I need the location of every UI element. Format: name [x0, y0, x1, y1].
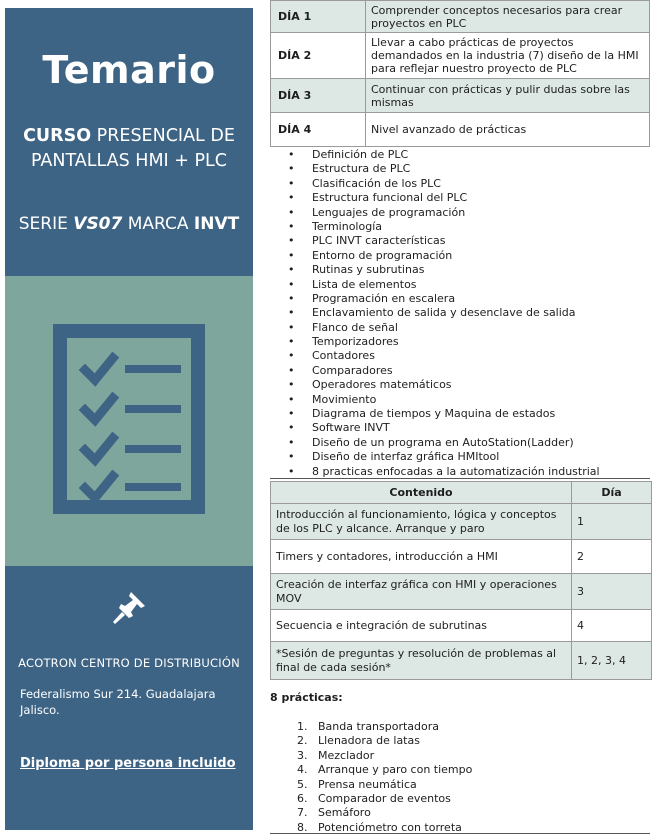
- item-number: 3.: [297, 748, 308, 762]
- practices-list: [270, 720, 472, 835]
- list-item: [270, 720, 472, 734]
- item-number: 8.: [297, 820, 308, 834]
- item-number: 5.: [297, 777, 308, 791]
- list-item: [270, 778, 472, 792]
- table-row: [271, 610, 652, 642]
- day-description: Comprender conceptos necesarios para crear proyectos en PLC: [366, 1, 650, 33]
- divider: [270, 833, 650, 834]
- day-label: DÍA 1: [271, 1, 366, 33]
- serie-prefix: SERIE: [18, 214, 74, 234]
- list-item: • Estructura de PLC: [270, 162, 650, 176]
- days-table: [270, 0, 650, 147]
- list-item: [270, 734, 472, 748]
- table-header-row: [271, 482, 652, 504]
- list-item: [270, 763, 472, 777]
- list-item: • Terminología: [270, 220, 650, 234]
- day-description: Nivel avanzado de prácticas: [366, 113, 650, 147]
- list-item: • Lenguajes de programación: [270, 206, 650, 220]
- list-item: • Lista de elementos: [270, 278, 650, 292]
- day-description: Continuar con prácticas y pulir dudas sobre las mismas: [366, 79, 650, 113]
- topics-list: [270, 148, 650, 479]
- column-header-content: Contenido: [271, 482, 572, 504]
- sidebar-footer: [5, 566, 253, 830]
- content-table: [270, 481, 652, 680]
- item-text: Comparador de eventos: [318, 791, 451, 805]
- checklist-icon: [53, 324, 205, 514]
- day-cell: 1, 2, 3, 4: [572, 642, 652, 680]
- list-item: • Movimiento: [270, 393, 650, 407]
- list-item: • Estructura funcional del PLC: [270, 191, 650, 205]
- day-cell: 4: [572, 610, 652, 642]
- day-cell: 3: [572, 574, 652, 610]
- list-item: • Clasificación de los PLC: [270, 177, 650, 191]
- day-label: DÍA 4: [271, 113, 366, 147]
- content-cell: Creación de interfaz gráfica con HMI y operaciones MOV: [271, 574, 572, 610]
- course-name: [5, 124, 253, 174]
- item-text: Semáforo: [318, 806, 371, 820]
- item-number: 7.: [297, 806, 308, 820]
- sidebar-header: [5, 8, 253, 276]
- content-cell: Secuencia e integración de subrutinas: [271, 610, 572, 642]
- item-number: 1.: [297, 720, 308, 733]
- item-text: Mezclador: [318, 748, 375, 762]
- list-item: • Enclavamiento de salida y desenclave de salida: [270, 306, 650, 320]
- table-row: [271, 33, 650, 79]
- list-item: [270, 749, 472, 763]
- content-cell: *Sesión de preguntas y resolución de problemas al final de cada sesión*: [271, 642, 572, 680]
- content-cell: Introducción al funcionamiento, lógica y conceptos de los PLC y alcance. Arranque y paro: [271, 504, 572, 540]
- list-item: [270, 806, 472, 820]
- day-description: Llevar a cabo prácticas de proyectos demandados en la industria (7) diseño de la HMI para reflejar nuestro proyecto de PLC: [366, 33, 650, 79]
- table-row: [271, 1, 650, 33]
- sidebar-illustration: [5, 276, 253, 566]
- company-name: ACOTRON CENTRO DE DISTRIBUCIÓN: [18, 656, 240, 670]
- page-title: Temario: [42, 48, 216, 92]
- item-text: Potenciómetro con torreta: [318, 820, 462, 834]
- list-item: • Flanco de señal: [270, 321, 650, 335]
- list-item: • Programación en escalera: [270, 292, 650, 306]
- item-text: Prensa neumática: [318, 777, 417, 791]
- list-item: • Entorno de programación: [270, 249, 650, 263]
- item-text: Arranque y paro con tiempo: [318, 763, 473, 777]
- list-item: • Rutinas y subrutinas: [270, 263, 650, 277]
- item-text: Llenadora de latas: [318, 734, 420, 748]
- series-line: [5, 214, 253, 234]
- list-item: • Diagrama de tiempos y Maquina de estados: [270, 407, 650, 421]
- list-item: [270, 792, 472, 806]
- day-label: DÍA 3: [271, 79, 366, 113]
- table-row: [271, 574, 652, 610]
- table-row: [271, 504, 652, 540]
- item-text: Banda transportadora: [318, 720, 440, 733]
- course-bold: CURSO: [23, 126, 92, 146]
- day-label: DÍA 2: [271, 33, 366, 79]
- content-cell: Timers y contadores, introducción a HMI: [271, 540, 572, 574]
- item-number: 6.: [297, 791, 308, 805]
- list-item: • Temporizadores: [270, 335, 650, 349]
- column-header-day: Día: [572, 482, 652, 504]
- table-row: [271, 642, 652, 680]
- divider: [270, 478, 650, 479]
- day-cell: 2: [572, 540, 652, 574]
- list-item: • Operadores matemáticos: [270, 378, 650, 392]
- serie-mid: MARCA: [122, 214, 194, 234]
- pushpin-icon: [111, 590, 147, 626]
- sidebar: [5, 8, 253, 830]
- list-item: • Software INVT: [270, 421, 650, 435]
- item-number: 4.: [297, 763, 308, 777]
- list-item: • PLC INVT características: [270, 234, 650, 248]
- list-item: • 8 practicas enfocadas a la automatización industrial: [270, 465, 650, 479]
- course-line2: PANTALLAS HMI + PLC: [30, 151, 228, 171]
- day-cell: 1: [572, 504, 652, 540]
- course-rest: PRESENCIAL DE: [91, 126, 235, 146]
- table-row: [271, 113, 650, 147]
- diploma-link[interactable]: Diploma por persona incluido: [20, 756, 236, 771]
- list-item: • Contadores: [270, 349, 650, 363]
- table-row: [271, 79, 650, 113]
- company-address: Federalismo Sur 214. Guadalajara Jalisco.: [20, 687, 216, 717]
- serie-model: VS07: [73, 214, 123, 234]
- practices-title: 8 prácticas:: [270, 691, 343, 704]
- list-item: • Diseño de interfaz gráfica HMItool: [270, 450, 650, 464]
- item-number: 2.: [297, 734, 308, 748]
- list-item: • Definición de PLC: [270, 148, 650, 162]
- serie-brand: INVT: [193, 214, 240, 234]
- list-item: • Comparadores: [270, 364, 650, 378]
- list-item: • Diseño de un programa en AutoStation(Ladder): [270, 436, 650, 450]
- table-row: [271, 540, 652, 574]
